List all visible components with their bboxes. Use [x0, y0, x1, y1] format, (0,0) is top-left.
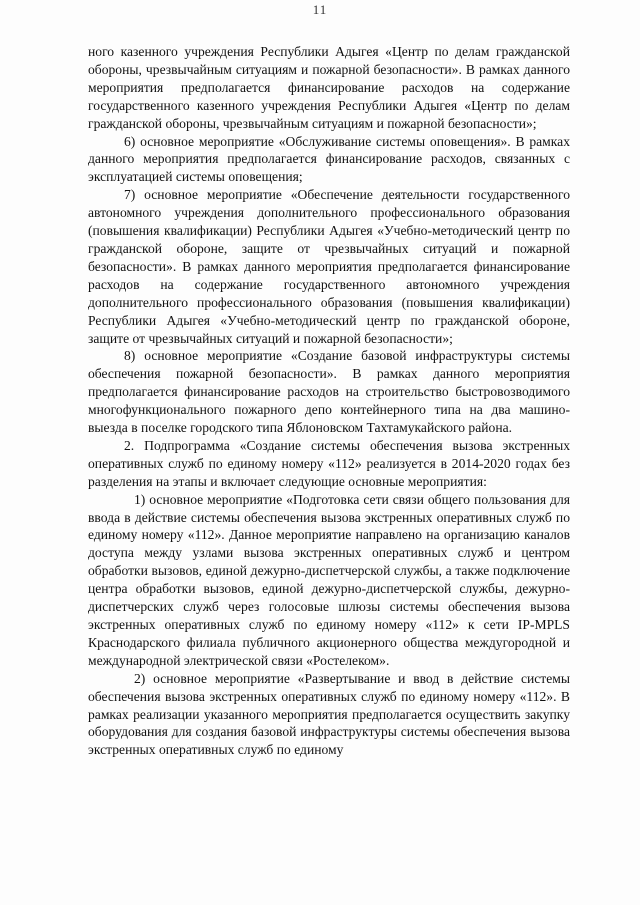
- paragraph-item-6: 6) основное мероприятие «Обслуживание системы оповещения». В рамках данного мероприятия предполагается финансирование расходов, связанных с эксплуатацией системы оповещения;: [88, 133, 570, 185]
- body-text: [88, 43, 570, 759]
- paragraph-item-7: 7) основное мероприятие «Обеспечение деятельности государственного автономного учреждения дополнительного профессионального образования (повышения квалификации) Республики Адыгея «Учебно-методический центр по гражданской обороне, защите от чрезвычайных ситуаций и пожарной безопасности». В рамках данного мероприятия предполагается финансирование расходов на содержание государственного автономного учреждения дополнительного профессионального образования (повышения квалификации) Республики Адыгея «Учебно-методический центр по гражданской обороне, защите от чрезвычайных ситуаций и пожарной безопасности»;: [88, 187, 570, 346]
- paragraph-subitem-1: 1) основное мероприятие «Подготовка сети связи общего пользования для ввода в действие системы обеспечения вызова экстренных оперативных служб по единому номеру «112». Данное мероприятие направлено на организацию каналов доступа между узлами вызова экстренных оперативных служб и центром обработки вызовов, единой дежурно-диспетчерской службы, а также подключение центра обработки вызовов, единой дежурно-диспетчерской службы, дежурно-диспетчерских служб через голосовые шлюзы системы обеспечения вызова экстренных оперативных служб по единому номеру «112» к сети IP-MPLS Краснодарского филиала публичного акционерного общества междугородной и международной электрической связи «Ростелеком».: [88, 491, 570, 668]
- page-number: 11: [312, 2, 328, 17]
- paragraph-item-8: 8) основное мероприятие «Создание базовой инфраструктуры системы обеспечения пожарной безопасности». В рамках данного мероприятия предполагается финансирование расходов на строительство быстровозводимого многофункционального пожарного депо контейнерного типа на два машино-выезда в поселке городского типа Яблоновском Тахтамукайского района.: [88, 348, 570, 436]
- paragraph-subprogram-2: 2. Подпрограмма «Создание системы обеспечения вызова экстренных оперативных служб по единому номеру «112» реализуется в 2014-2020 годах без разделения на этапы и включает следующие основные мероприятия:: [88, 437, 570, 489]
- paragraph-continuation: ного казенного учреждения Республики Адыгея «Центр по делам гражданской обороны, чрезвычайным ситуациям и пожарной безопасности». В рамках данного мероприятия предполагается финансирование расходов на содержание государственного казенного учреждения Республики Адыгея «Центр по делам гражданской обороны, чрезвычайным ситуациям и пожарной безопасности»;: [88, 44, 570, 131]
- paragraph-subitem-2: 2) основное мероприятие «Развертывание и ввод в действие системы обеспечения вызова экстренных оперативных служб по единому номеру «112». В рамках реализации указанного мероприятия предполагается осуществить закупку оборудования для создания базовой инфраструктуры системы обеспечения вызова экстренных оперативных служб по единому: [88, 670, 570, 758]
